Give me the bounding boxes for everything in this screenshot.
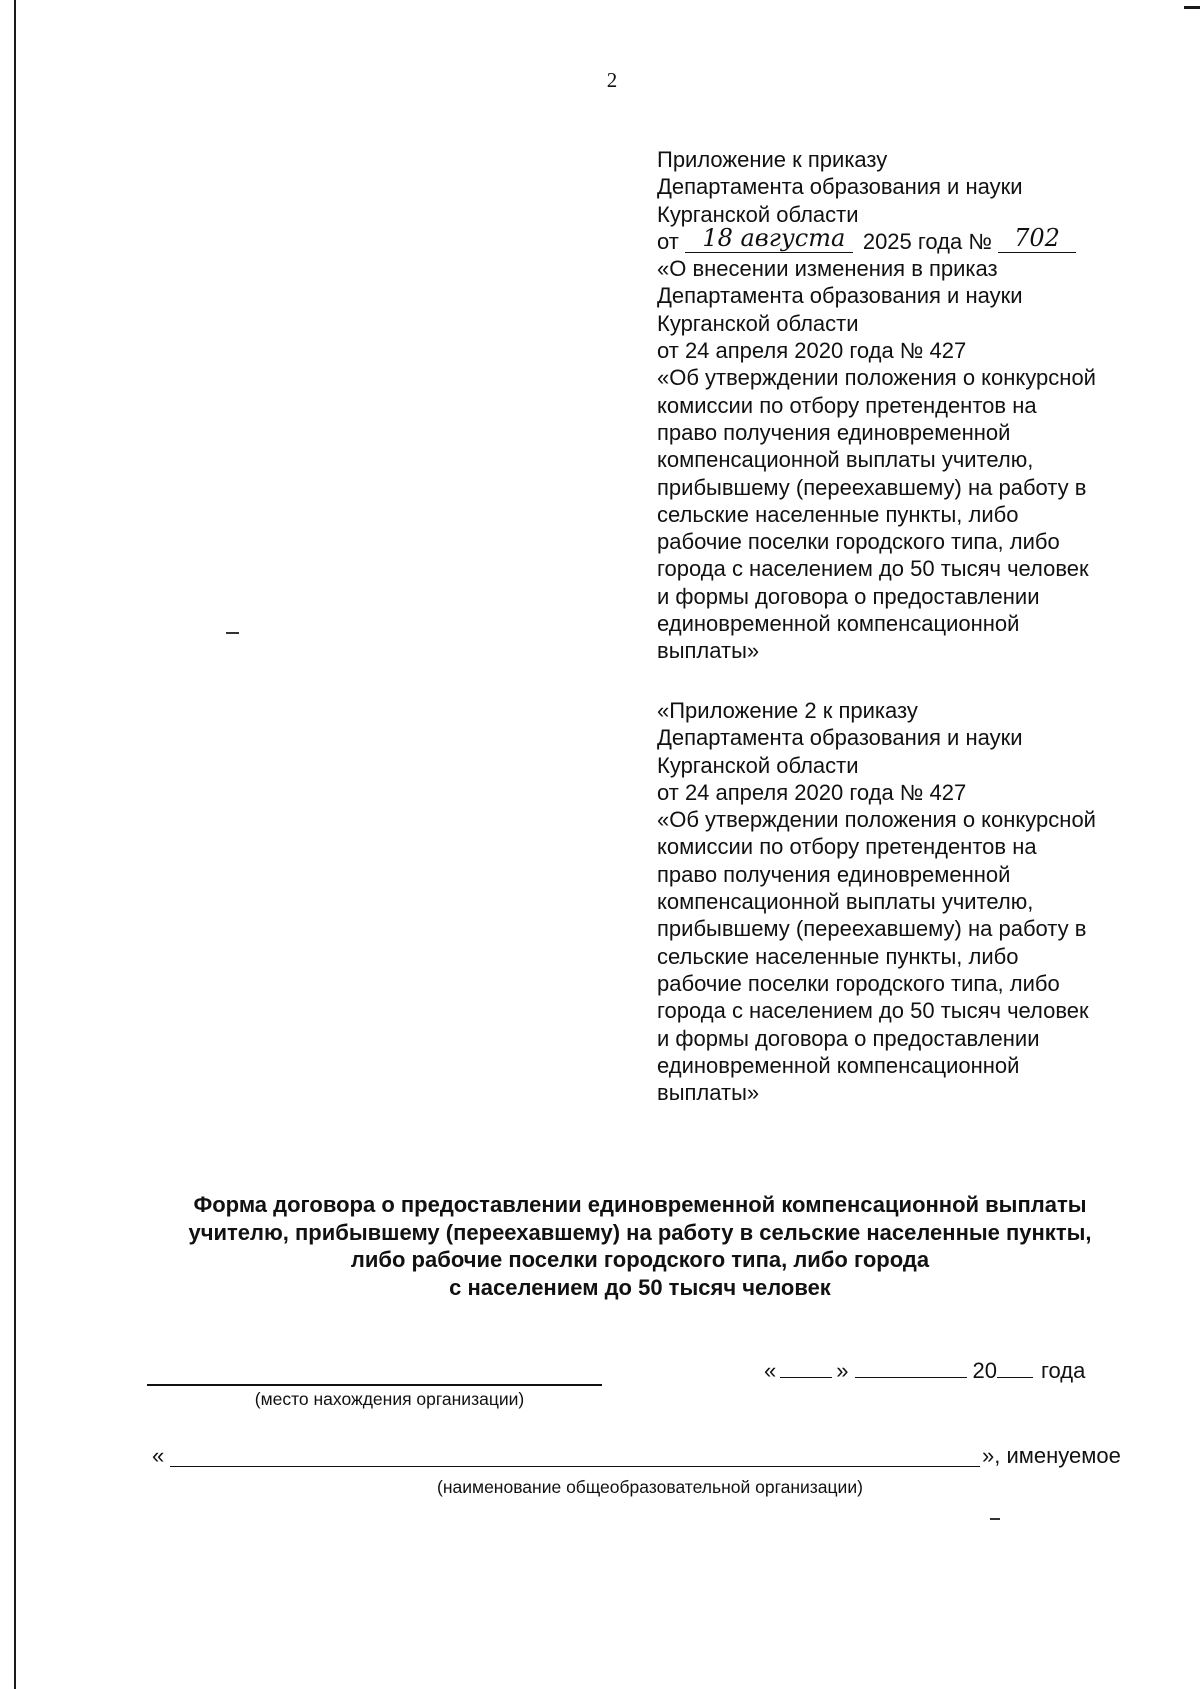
appendix-line: «Об утверждении положения о конкурсной — [657, 365, 1096, 391]
appendix-line: «Приложение 2 к приказу — [657, 698, 918, 723]
appendix-line: право получения единовременной — [657, 419, 1011, 445]
appendix-line: рабочие поселки городского типа, либо — [657, 529, 1060, 555]
appendix-line: компенсационной выплаты учителю, — [657, 889, 1034, 915]
page-number: 2 — [606, 68, 618, 92]
scan-edge-top — [1184, 6, 1200, 9]
handwritten-date: 18 августа — [685, 228, 863, 255]
appendix-line: сельские населенные пункты, либо — [657, 501, 1019, 527]
appendix-line: прибывшему (переехавшему) на работу в — [657, 474, 1087, 500]
appendix-line: право получения единовременной — [657, 861, 1011, 887]
org-caption: (наименование общеобразовательной организации) — [437, 1477, 863, 1497]
date-close-quote: » — [836, 1358, 849, 1383]
appendix-line: «О внесении изменения в приказ — [657, 256, 998, 282]
appendix-line: сельские населенные пункты, либо — [657, 943, 1019, 969]
organization-row — [152, 1443, 1140, 1473]
appendix-header-2 — [657, 697, 1177, 1106]
appendix-line: города с населением до 50 тысяч человек — [657, 556, 1089, 582]
appendix-line: Курганской области — [657, 752, 859, 778]
form-title-line: учителю, прибывшему (переехавшему) на работу в сельские населенные пункты, — [188, 1219, 1092, 1245]
appendix-line: от 24 апреля 2020 года № 427 — [657, 779, 967, 805]
appendix-line: комиссии по отбору претендентов на — [657, 392, 1037, 418]
scan-speck — [990, 1518, 1000, 1520]
org-open-quote: « — [152, 1443, 165, 1468]
form-title-line: либо рабочие поселки городского типа, либо города — [350, 1247, 930, 1272]
date-middle: 2025 года № — [862, 228, 992, 254]
appendix-line: рабочие поселки городского типа, либо — [657, 970, 1060, 996]
month-blank — [855, 1357, 967, 1378]
appendix-line: прибывшему (переехавшему) на работу в — [657, 916, 1087, 942]
appendix-line: выплаты» — [657, 1080, 760, 1106]
appendix-header-1 — [657, 146, 1177, 665]
appendix-line: «Об утверждении положения о конкурсной — [657, 807, 1096, 833]
year-blank — [997, 1357, 1033, 1378]
appendix-line: комиссии по отбору претендентов на — [657, 834, 1037, 860]
form-title-line: Форма договора о предоставлении единовременной компенсационной выплаты — [193, 1192, 1087, 1217]
appendix-line: единовременной компенсационной — [657, 1052, 1020, 1078]
org-row-tail: », именуемое — [982, 1443, 1121, 1468]
appendix-line: Департамента образования и науки — [657, 283, 1023, 309]
order-date-line — [657, 223, 1177, 255]
form-title-line: с населением до 50 тысяч человек — [449, 1274, 831, 1300]
handwritten-number: 702 — [998, 228, 1076, 255]
appendix-line: Департамента образования и науки — [657, 725, 1023, 751]
appendix-line: Приложение к приказу — [657, 147, 888, 172]
century-text: 20 — [972, 1358, 997, 1383]
appendix-line: компенсационной выплаты учителю, — [657, 447, 1034, 473]
contract-date-row — [764, 1357, 1085, 1384]
place-caption: (место нахождения организации) — [254, 1389, 525, 1409]
appendix-line: города с населением до 50 тысяч человек — [657, 998, 1089, 1024]
date-open-quote: « — [764, 1358, 777, 1383]
year-word: года — [1040, 1358, 1086, 1383]
appendix-line: от 24 апреля 2020 года № 427 — [657, 338, 967, 364]
place-blank-line — [147, 1384, 602, 1386]
scan-speck — [226, 632, 239, 634]
appendix-line: единовременной компенсационной — [657, 611, 1020, 637]
appendix-line: Курганской области — [657, 201, 859, 227]
date-prefix: от — [657, 228, 679, 254]
appendix-line: и формы договора о предоставлении — [657, 1025, 1040, 1051]
form-title — [140, 1191, 1140, 1301]
appendix-line: и формы договора о предоставлении — [657, 583, 1040, 609]
day-blank — [780, 1357, 832, 1378]
scan-edge-left — [14, 0, 16, 1689]
appendix-line: выплаты» — [657, 638, 760, 664]
appendix-line: Департамента образования и науки — [657, 174, 1023, 200]
appendix-line: Курганской области — [657, 310, 859, 336]
